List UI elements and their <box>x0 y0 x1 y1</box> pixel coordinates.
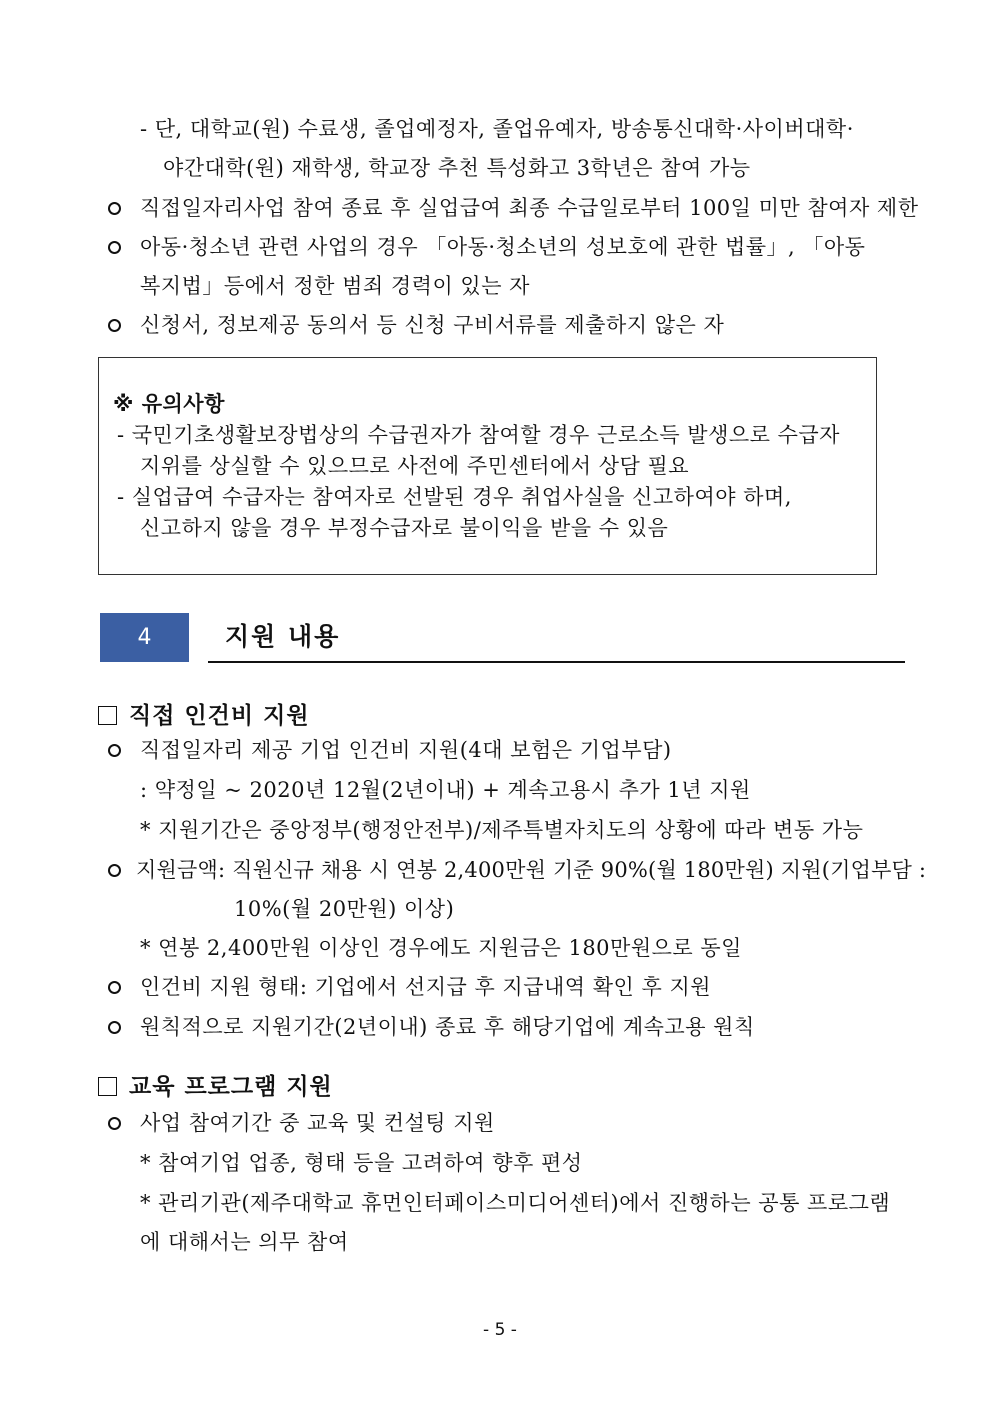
circle-bullet-icon <box>108 202 121 215</box>
subsection-heading-text: 교육 프로그램 지원 <box>129 1074 333 1100</box>
notice-title: ※ 유의사항 <box>113 392 225 416</box>
text-line: 사업 참여기간 중 교육 및 컨설팅 지원 <box>140 1111 495 1135</box>
text-line: * 지원기간은 중앙정부(행정안전부)/제주특별자치도의 상황에 따라 변동 가능 <box>140 818 864 842</box>
text-line: 10%(월 20만원) 이상) <box>234 897 455 921</box>
text-line: 직접일자리사업 참여 종료 후 실업급여 최종 수급일로부터 100일 미만 참여자 제한 <box>140 196 919 220</box>
circle-bullet-icon <box>108 319 121 332</box>
circle-bullet-icon <box>108 1117 121 1130</box>
circle-bullet-icon <box>108 744 121 757</box>
text-line: 에 대해서는 의무 참여 <box>140 1230 349 1254</box>
subsection-heading-text: 직접 인건비 지원 <box>129 703 310 729</box>
page-number: - 5 - <box>483 1320 517 1340</box>
text-line: 지원금액: 직원신규 채용 시 연봉 2,400만원 기준 90%(월 180만원) 지원(기업부담 : <box>136 858 927 882</box>
section-title: 지원 내용 <box>225 622 341 651</box>
text-line: 원칙적으로 지원기간(2년이내) 종료 후 해당기업에 계속고용 원칙 <box>140 1015 755 1039</box>
circle-bullet-icon <box>108 864 121 877</box>
text-line: : 약정일 ~ 2020년 12월(2년이내) + 계속고용시 추가 1년 지원 <box>140 778 751 802</box>
text-line: * 참여기업 업종, 형태 등을 고려하여 향후 편성 <box>140 1151 583 1175</box>
notice-line: - 국민기초생활보장법상의 수급권자가 참여할 경우 근로소득 발생으로 수급자 <box>117 423 840 447</box>
text-line: * 연봉 2,400만원 이상인 경우에도 지원금은 180만원으로 동일 <box>140 936 742 960</box>
section-divider <box>208 661 905 663</box>
circle-bullet-icon <box>108 241 121 254</box>
notice-line: 지위를 상실할 수 있으므로 사전에 주민센터에서 상담 필요 <box>140 454 690 478</box>
text-line: - 단, 대학교(원) 수료생, 졸업예정자, 졸업유예자, 방송통신대학·사이버대학· <box>140 117 854 141</box>
text-line: 신청서, 정보제공 동의서 등 신청 구비서류를 제출하지 않은 자 <box>140 313 725 337</box>
text-line: 직접일자리 제공 기업 인건비 지원(4대 보험은 기업부담) <box>140 738 672 762</box>
text-line: 복지법」등에서 정한 범죄 경력이 있는 자 <box>140 274 530 298</box>
text-line: 아동·청소년 관련 사업의 경우 「아동·청소년의 성보호에 관한 법률」, 「아동 <box>140 235 866 259</box>
notice-line: - 실업급여 수급자는 참여자로 선발된 경우 취업사실을 신고하여야 하며, <box>117 485 792 509</box>
square-bullet-icon <box>98 1077 117 1096</box>
subsection-heading-edu <box>98 1071 333 1103</box>
text-line: * 관리기관(제주대학교 휴먼인터페이스미디어센터)에서 진행하는 공통 프로그램 <box>140 1191 891 1215</box>
circle-bullet-icon <box>108 981 121 994</box>
section-number: 4 <box>100 613 189 662</box>
notice-line: 신고하지 않을 경우 부정수급자로 불이익을 받을 수 있음 <box>140 516 669 540</box>
text-line: 인건비 지원 형태: 기업에서 선지급 후 지급내역 확인 후 지원 <box>140 975 712 999</box>
subsection-heading-labor <box>98 700 310 732</box>
circle-bullet-icon <box>108 1021 121 1034</box>
square-bullet-icon <box>98 706 117 725</box>
text-line: 야간대학(원) 재학생, 학교장 추천 특성화고 3학년은 참여 가능 <box>163 156 751 180</box>
